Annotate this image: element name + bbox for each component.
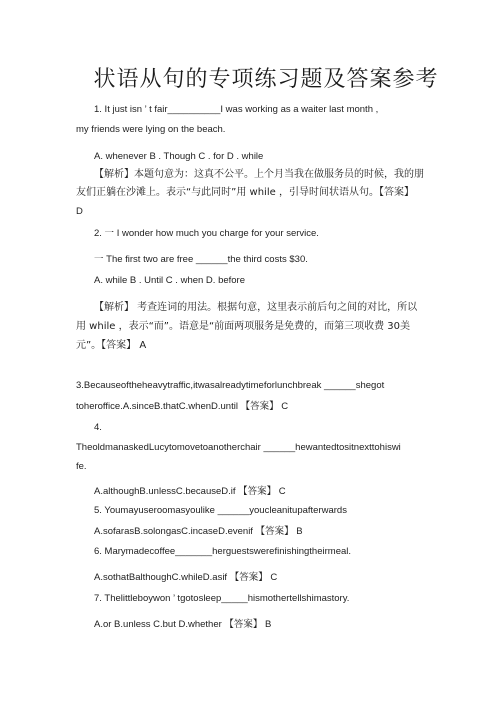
- question-5-options: A.sofarasB.solongasC.incaseD.evenif 【答案】 B: [94, 526, 303, 537]
- question-1-stem-continued: my friends were lying on the beach.: [76, 124, 226, 135]
- question-6-options: A.sothatBalthoughC.whileD.asif 【答案】 C: [94, 572, 278, 583]
- question-4-options: A.althoughB.unlessC.becauseD.if 【答案】 C: [94, 486, 286, 497]
- question-7-stem: 7. Thelittleboywon ’ tgotosleep_____hismothertellshimastory.: [94, 593, 350, 604]
- question-2-stem: 2. 一 I wonder how much you charge for your service.: [94, 228, 319, 239]
- question-2-analysis-continued: 用 while ，表示“而”。语意是“前面两项服务是免费的，而第三项收费 30美: [76, 321, 411, 332]
- question-1-options: A. whenever B . Though C . for D . while: [94, 151, 264, 162]
- question-1-stem: 1. It just isn ’ t fair__________I was working as a waiter last month ,: [94, 104, 379, 115]
- question-5-stem: 5. Youmayuseroomasyoulike ______youcleanitupafterwards: [94, 505, 347, 516]
- question-4-stem-continued: fe.: [76, 461, 87, 472]
- question-2-answer: 元”。【答案】 A: [76, 340, 147, 351]
- question-1-analysis: 【解析】本题句意为：这真不公平。上个月当我在做服务员的时候，我的朋: [94, 169, 424, 180]
- question-4-number: 4.: [94, 422, 102, 433]
- question-3-options: toheroffice.A.sinceB.thatC.whenD.until 【答案】 C: [76, 401, 289, 412]
- question-6-stem: 6. Marymadecoffee_______herguestswerefinishingtheirmeal.: [94, 546, 352, 557]
- question-2-options: A. while B . Until C . when D. before: [94, 275, 246, 286]
- question-3-stem: 3.Becauseoftheheavytraffic,itwasalreadytimeforlunchbreak ______shegot: [76, 380, 385, 391]
- question-1-analysis-continued: 友们正躺在沙滩上。表示“与此同时”用 while ，引导时间状语从句。【答案】: [76, 187, 414, 198]
- page-title: 状语从句的专项练习题及答案参考: [93, 67, 439, 92]
- question-1-answer: D: [76, 206, 83, 217]
- question-7-options: A.or B.unless C.but D.whether 【答案】 B: [94, 619, 272, 630]
- question-2-stem-continued: 一 The first two are free ______the third costs $30.: [94, 254, 308, 265]
- question-4-stem: TheoldmanaskedLucytomovetoanotherchair ______hewantedtositnexttohiswi: [76, 442, 401, 453]
- question-2-analysis: 【解析】 考查连词的用法。根据句意，这里表示前后句之间的对比，所以: [94, 302, 418, 313]
